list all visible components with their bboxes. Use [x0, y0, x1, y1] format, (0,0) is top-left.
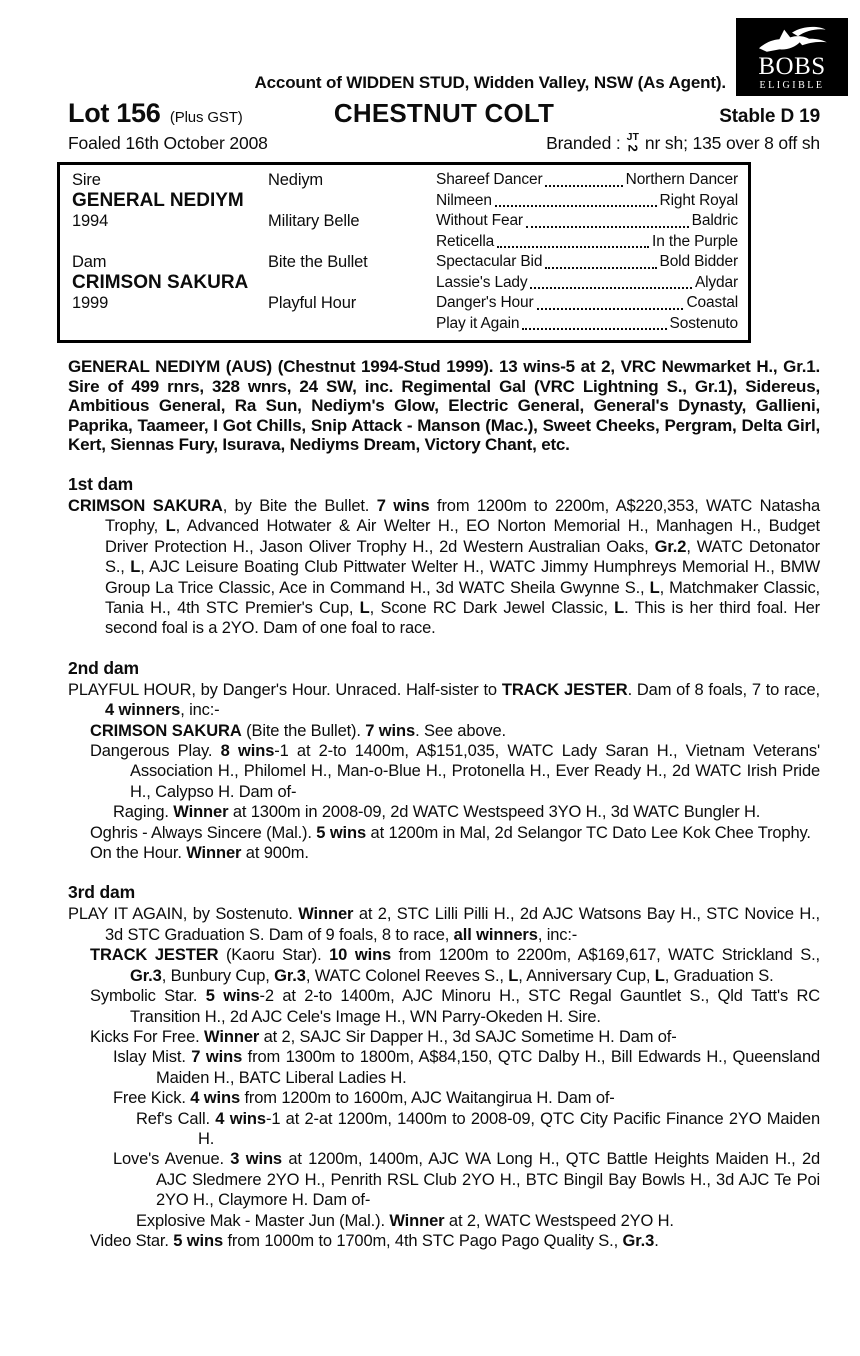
bobs-logo-subtitle: ELIGIBLE [759, 80, 825, 91]
pedigree-entry: Oghris - Always Sincere (Mal.). 5 wins at 1200m in Mal, 2d Selangor TC Dato Lee Kok Chee Trophy. [90, 823, 811, 842]
sire-summary: GENERAL NEDIYM (AUS) (Chestnut 1994-Stud 1999). 13 wins-5 at 2, VRC Newmarket H., Gr.1. Sire of 499 rnrs, 328 wnrs, 24 SW, inc. Regimental Gal (VRC Lightning S., Gr.1), Sidereus, Ambitious General, Ra Sun, Nediym's Glow, Electric General, General's Dynasty, Gallieni, Paprika, Taameer, I Got Chills, Snip Attack - Manson (Mac.), Sweet Cheeks, Pergram, Delta Girl, Kert, Siennas Fury, Isurava, Nediyms Dream, Victory Chant, etc. [68, 357, 820, 455]
lot-row [68, 98, 820, 129]
leader-dots [519, 314, 669, 335]
pedigree-entry: Raging. Winner at 1300m in 2008-09, 2d WATC Westspeed 3YO H., 3d WATC Bungler H. [113, 803, 761, 822]
ped-dam-name: CRIMSON SAKURA [72, 271, 249, 293]
ped-ancestor-line: Play it Again Sostenuto [436, 314, 738, 335]
leader-dots [492, 191, 660, 212]
leader-dots [542, 170, 625, 191]
brand-mark-top: JT [626, 131, 639, 143]
account-line: Account of WIDDEN STUD, Widden Valley, NSW (As Agent). [254, 73, 726, 92]
ped-dam-year: 1999 [72, 294, 109, 312]
pedigree-entry: CRIMSON SAKURA (Bite the Bullet). 7 wins. See above. [90, 721, 506, 740]
pedigree-entry: Ref's Call. 4 wins-1 at 2-at 1200m, 1400m to 2008-09, QTC City Pacific Finance 2YO Maiden H. [136, 1109, 820, 1148]
pedigree-entry: Symbolic Star. 5 wins-2 at 2-to 1400m, AJC Minoru H., STC Regal Gauntlet S., Qld Tatt's RC Transition H., 2d AJC Cele's Image H., WN Parry-Okeden H. Sire. [90, 987, 820, 1026]
ped-sire-year: 1994 [72, 212, 109, 230]
lot-number: Lot 156 [68, 98, 161, 128]
ped-role-label: Sire [72, 171, 101, 189]
ped-ancestor-line: Nilmeen Right Royal [436, 191, 738, 212]
branded-detail: nr sh; 135 over 8 off sh [644, 133, 820, 153]
ped-ancestor-line: Shareef Dancer Northern Dancer [436, 170, 738, 191]
pedigree-entry: Love's Avenue. 3 wins at 1200m, 1400m, AJC WA Long H., QTC Battle Heights Maiden H., 2d AJC Sledmere 2YO H., Penrith RSL Club 2YO H., BTC Bingil Bay Bowls H., 3d AJC Te Poi 2YO H., Claymore H. Dam of- [113, 1150, 821, 1210]
pedigree-entry: Islay Mist. 7 wins from 1300m to 1800m, A$84,150, QTC Dalby H., Bill Edwards H., Queensland Maiden H., BATC Liberal Ladies H. [113, 1048, 820, 1087]
ped-ancestor-line: Danger's Hour Coastal [436, 293, 738, 314]
foaled-date: Foaled 16th October 2008 [68, 133, 268, 153]
ped-ancestor-line: Without Fear Baldric [436, 211, 738, 232]
dam-sections [68, 474, 820, 1251]
page-header [68, 18, 826, 96]
bobs-logo [736, 18, 848, 96]
horse-title: CHESTNUT COLT [333, 98, 555, 128]
pedigree-entry: TRACK JESTER (Kaoru Star). 10 wins from 1200m to 2200m, A$169,617, WATC Strickland S., Gr.3, Bunbury Cup, Gr.3, WATC Colonel Reeves S., L, Anniversary Cup, L, Graduation S. [90, 946, 820, 985]
stable-number: Stable D 19 [719, 106, 820, 127]
lot-left [68, 98, 243, 129]
leader-dots [527, 273, 694, 294]
ped-grandsire-name: Nediym [268, 171, 324, 189]
brand-mark-bottom: 2 [625, 144, 641, 152]
horse-head-icon [746, 23, 838, 53]
leader-dots [494, 232, 652, 253]
brand-info [546, 133, 820, 154]
pedigree-sire-row [72, 170, 738, 252]
foaled-row [68, 133, 820, 154]
leader-dots [534, 293, 687, 314]
section-heading: 3rd dam [68, 882, 136, 903]
pedigree-entry: Explosive Mak - Master Jun (Mal.). Winner at 2, WATC Westspeed 2YO H. [136, 1211, 674, 1230]
pedigree-entry: CRIMSON SAKURA, by Bite the Bullet. 7 wins from 1200m to 2200m, A$220,353, WATC Natasha Trophy, L, Advanced Hotwater & Air Welter H., EO Norton Memorial H., Manhagen H., Budget Driver Protection H., Jason Oliver Trophy H., 2d Western Australian Oaks, Gr.2, WATC Detonator S., L, AJC Leisure Boating Club Pittwater Welter H., WATC Jimmy Humphreys Memorial H., BMW Group La Trice Classic, Ace in Command H., 3d WATC Sheila Gwynne S., L, Matchmaker Classic, Tania H., 4th STC Premier's Cup, L, Scone RC Dark Jewel Classic, L. This is her third foal. Her second foal is a 2YO. Dam of one foal to race. [68, 496, 820, 638]
ped-grandsire-name: Bite the Bullet [268, 253, 368, 271]
pedigree-table [57, 162, 751, 343]
leader-dots [523, 211, 692, 232]
bobs-logo-title: BOBS [758, 53, 826, 80]
brand-mark-icon [627, 133, 639, 154]
pedigree-entry: On the Hour. Winner at 900m. [90, 844, 309, 863]
pedigree-entry: Video Star. 5 wins from 1000m to 1700m, 4th STC Pago Pago Quality S., Gr.3. [90, 1231, 659, 1250]
pedigree-entry: Kicks For Free. Winner at 2, SAJC Sir Dapper H., 3d SAJC Sometime H. Dam of- [90, 1027, 677, 1046]
pedigree-entry: Free Kick. 4 wins from 1200m to 1600m, AJC Waitangirua H. Dam of- [113, 1089, 615, 1108]
pedigree-entry: Dangerous Play. 8 wins-1 at 2-to 1400m, A$151,035, WATC Lady Saran H., Vietnam Veterans' Association H., Philomel H., Man-o-Blue H., Protonella H., Ever Ready H., 2d WATC Irish Pride H., Calypso H. Dam of- [90, 742, 821, 801]
ped-ancestor-line: Spectacular Bid Bold Bidder [436, 252, 738, 273]
section-heading: 1st dam [68, 473, 134, 494]
ped-ancestor-line: Reticella In the Purple [436, 232, 738, 253]
ped-role-label: Dam [72, 253, 107, 271]
pedigree-dam-row [72, 252, 738, 334]
ped-ancestor-line: Lassie's Lady Alydar [436, 273, 738, 294]
branded-label: Branded : [546, 133, 621, 153]
ped-granddam-name: Military Belle [268, 212, 360, 230]
gst-note: (Plus GST) [169, 109, 243, 126]
ped-granddam-name: Playful Hour [268, 294, 357, 312]
pedigree-entry: PLAY IT AGAIN, by Sostenuto. Winner at 2, STC Lilli Pilli H., 2d AJC Watsons Bay H., STC Novice H., 3d STC Graduation S. Dam of 9 foals, 8 to race, all winners, inc:- [68, 905, 820, 944]
section-heading: 2nd dam [68, 657, 139, 678]
pedigree-entry: PLAYFUL HOUR, by Danger's Hour. Unraced. Half-sister to TRACK JESTER. Dam of 8 foals, 7 to race, 4 winners, inc:- [68, 680, 820, 720]
leader-dots [542, 252, 659, 273]
ped-sire-name: GENERAL NEDIYM [72, 189, 244, 211]
